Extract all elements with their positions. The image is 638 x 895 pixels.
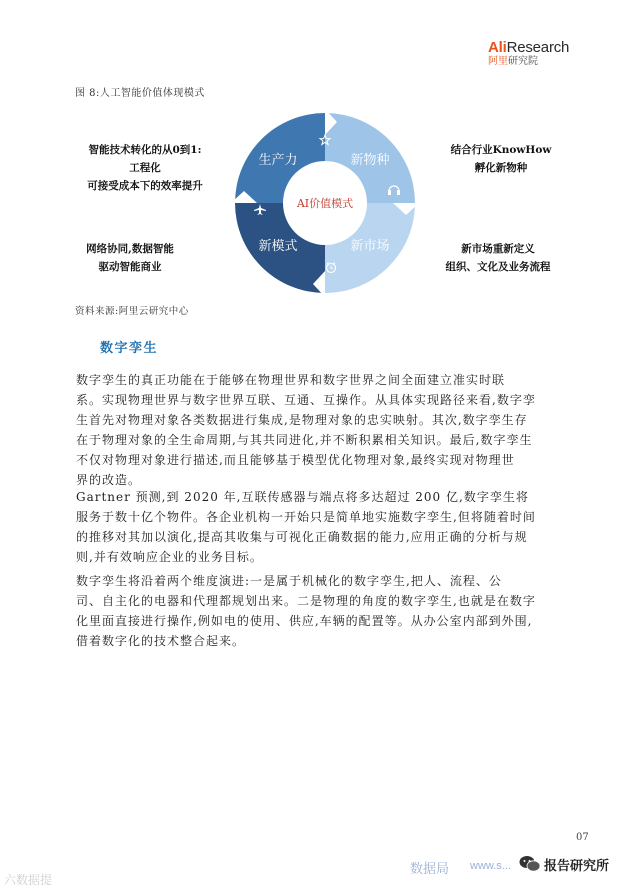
- figure-source: 资料来源:阿里云研究中心: [75, 306, 189, 317]
- note-bottom-left: 网络协同,数据智能 驱动智能商业: [86, 243, 174, 273]
- page-number: 07: [576, 832, 589, 843]
- watermark-middle: 数据局: [410, 862, 450, 877]
- note-top-left: 智能技术转化的从0到1: 工程化 可接受成本下的效率提升: [87, 144, 203, 192]
- segment-label-new-species: 新物种: [350, 153, 390, 168]
- logo-wordmark: AliResearch: [488, 39, 570, 56]
- note-bottom-right: 新市场重新定义 组织、文化及业务流程: [445, 243, 551, 273]
- aliresearch-logo: [488, 40, 598, 68]
- paragraph-1: 数字孪生的真正功能在于能够在物理世界和数字世界之间全面建立准实时联 系。实现物理世界与数字世界互联、互通、互操作。从具体实现路径来看,数字孪 生首先对物理对象各类数据进行集成,是物理对象的忠实映射。其次,数字孪生存 在于物理对象的全生命周期,与其共同进化,并不断积累相关知识。最后,数字孪生 不仅对物理对象进行描述,而且能够基于模型优化物理对象,最终实现对物理世 界的改造。: [76, 373, 536, 487]
- paragraph-2: Gartner 预测,到 2020 年,互联传感器与端点将多达超过 200 亿,数字孪生将 服务于数十亿个物件。各企业机构一开始只是简单地实施数字孪生,但将随着时间 的推移对其加以演化,提高其收集与可视化正确数据的能力,应用正确的分析与规 则,并有效响应企业的业务目标。: [76, 490, 536, 564]
- figure-caption: 图 8:人工智能价值体现模式: [75, 88, 205, 99]
- wechat-icon: [519, 855, 541, 873]
- watermark-left: 六数据提: [4, 873, 53, 887]
- watermark-url: www.s...: [470, 860, 511, 872]
- note-top-right: 结合行业KnowHow 孵化新物种: [450, 144, 552, 174]
- paragraph-3: 数字孪生将沿着两个维度演进:一是属于机械化的数字孪生,把人、流程、公 司、自主化的电器和代理都规划出来。二是物理的角度的数字孪生,也就是在数字 化里面直接进行操作,例如电的使用、供应,车辆的配置等。从办公室内部到外围, 借着数字化的技术整合起来。: [76, 574, 536, 648]
- watermark-right: 报告研究所: [544, 859, 610, 874]
- section-title: 数字孪生: [100, 341, 159, 356]
- segment-label-productivity: 生产力: [258, 153, 298, 168]
- segment-label-new-model: 新模式: [258, 239, 298, 254]
- logo-chinese: 阿里研究院: [488, 56, 538, 67]
- ai-value-diagram: [230, 108, 420, 298]
- center-label: AI价值模式: [296, 197, 354, 210]
- segment-label-new-market: 新市场: [350, 239, 390, 254]
